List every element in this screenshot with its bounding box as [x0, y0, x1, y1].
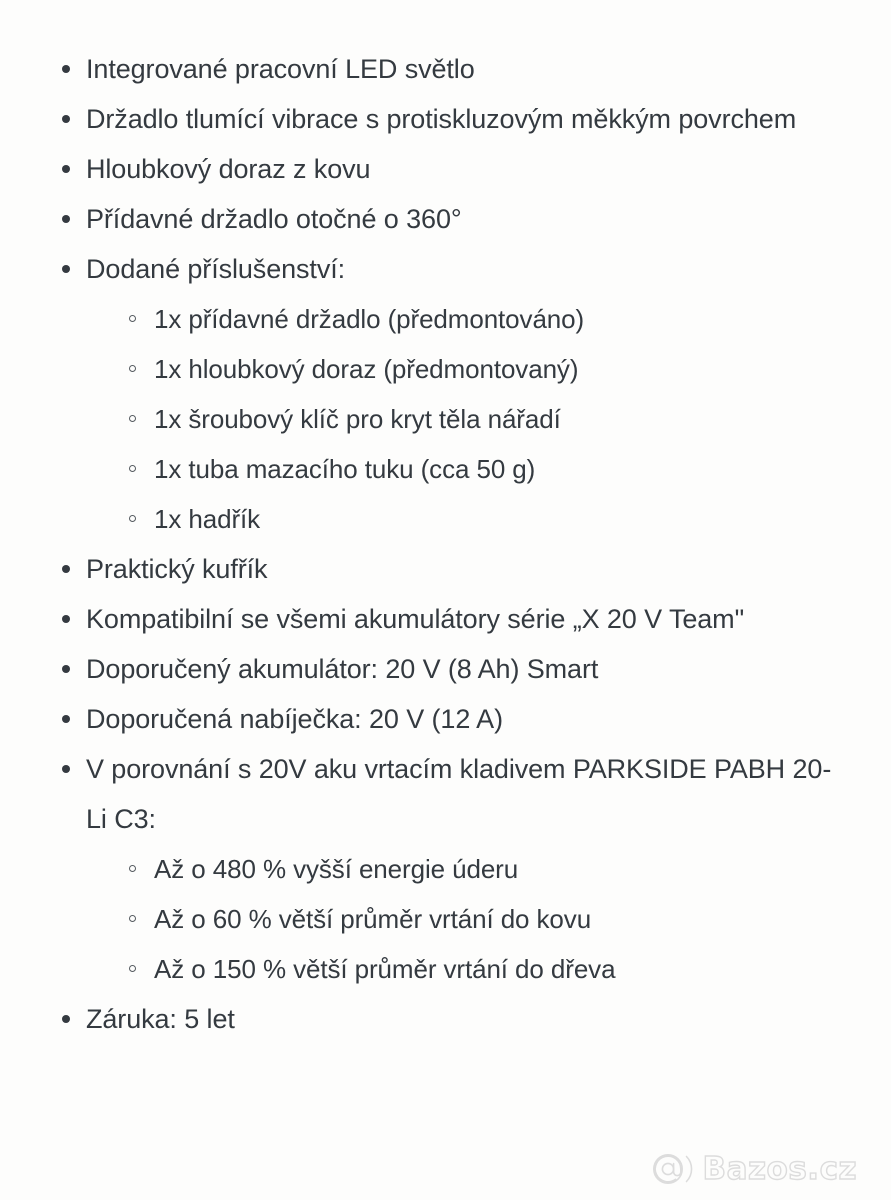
- bullet-circle-icon: [129, 365, 136, 372]
- bullet-disc-icon: [62, 665, 70, 673]
- bullet-disc-icon: [62, 615, 70, 623]
- list-item: [40, 694, 851, 744]
- watermark-label: Bazos.cz: [702, 1151, 857, 1187]
- list-item: [110, 494, 851, 544]
- bullet-disc-icon: [62, 165, 70, 173]
- list-item: [40, 544, 851, 594]
- specification-list: [40, 44, 851, 1044]
- bullet-circle-icon: [129, 515, 136, 522]
- bullet-disc-icon: [62, 215, 70, 223]
- list-item-label: Přídavné držadlo otočné o 360°: [86, 204, 462, 234]
- list-item-label: 1x tuba mazacího tuku (cca 50 g): [154, 454, 536, 484]
- bullet-disc-icon: [62, 1015, 70, 1023]
- list-item: [40, 994, 851, 1044]
- bullet-circle-icon: [129, 465, 136, 472]
- bullet-disc-icon: [62, 265, 70, 273]
- list-item-label: V porovnání s 20V aku vrtacím kladivem PARKSIDE PABH 20-Li C3:: [86, 754, 832, 834]
- list-item-label: Až o 150 % větší průměr vrtání do dřeva: [154, 954, 616, 984]
- list-item: [40, 644, 851, 694]
- list-item-label: Až o 480 % vyšší energie úderu: [154, 854, 519, 884]
- bullet-disc-icon: [62, 65, 70, 73]
- list-item-label: 1x šroubový klíč pro kryt těla nářadí: [154, 404, 561, 434]
- list-item: [110, 894, 851, 944]
- list-item-label: Kompatibilní se všemi akumulátory série „X 20 V Team": [86, 604, 745, 634]
- bullet-circle-icon: [129, 415, 136, 422]
- list-item-label: Doporučený akumulátor: 20 V (8 Ah) Smart: [86, 654, 599, 684]
- bullet-circle-icon: [129, 965, 136, 972]
- list-item: [40, 194, 851, 244]
- at-sign-icon: [651, 1152, 695, 1186]
- list-item-label: Záruka: 5 let: [86, 1004, 235, 1034]
- list-item-accessories: [40, 244, 851, 544]
- list-item: [40, 94, 851, 144]
- bullet-disc-icon: [62, 115, 70, 123]
- list-item: [110, 344, 851, 394]
- comparison-sublist: [110, 844, 851, 994]
- list-item-label: 1x hloubkový doraz (předmontovaný): [154, 354, 579, 384]
- list-item: [40, 144, 851, 194]
- comparison-sublist-wrapper: [86, 844, 851, 994]
- list-item-label: Hloubkový doraz z kovu: [86, 154, 371, 184]
- bullet-disc-icon: [62, 565, 70, 573]
- list-item-label: Integrované pracovní LED světlo: [86, 54, 475, 84]
- watermark: [651, 1152, 857, 1186]
- list-item: [110, 844, 851, 894]
- list-item: [40, 44, 851, 94]
- list-item-label: Držadlo tlumící vibrace s protiskluzovým měkkým povrchem: [86, 104, 797, 134]
- list-item: [110, 394, 851, 444]
- accessories-sublist: [110, 294, 851, 544]
- list-item: [40, 594, 851, 644]
- list-item: [110, 294, 851, 344]
- bullet-disc-icon: [62, 765, 70, 773]
- list-item-label: 1x přídavné držadlo (předmontováno): [154, 304, 585, 334]
- bullet-circle-icon: [129, 315, 136, 322]
- bullet-circle-icon: [129, 915, 136, 922]
- list-item-label: Doporučená nabíječka: 20 V (12 A): [86, 704, 503, 734]
- list-item-label: Praktický kufřík: [86, 554, 268, 584]
- accessories-sublist-wrapper: [86, 294, 851, 544]
- bullet-circle-icon: [129, 865, 136, 872]
- list-item: [110, 444, 851, 494]
- list-item-label: Dodané příslušenství:: [86, 254, 346, 284]
- list-item-comparison: [40, 744, 851, 994]
- list-item: [110, 944, 851, 994]
- bullet-disc-icon: [62, 715, 70, 723]
- list-item-label: Až o 60 % větší průměr vrtání do kovu: [154, 904, 592, 934]
- list-item-label: 1x hadřík: [154, 504, 261, 534]
